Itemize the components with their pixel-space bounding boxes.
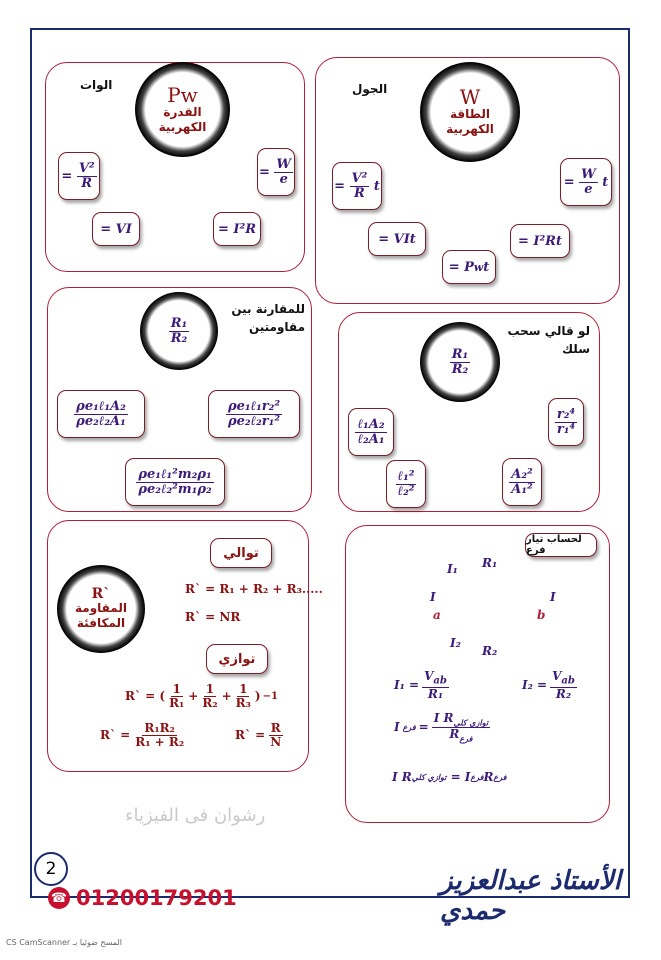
energy-unit-label: الجول — [352, 82, 388, 96]
phone-icon: ☎ — [48, 887, 70, 909]
series-tag: توالي — [210, 538, 272, 568]
power-formula-vi: = VI — [92, 212, 140, 246]
scanner-text: CS CamScanner المسح ضوئيا بـ — [6, 938, 123, 947]
compare-label: للمقارنة بين مقاومتين — [231, 302, 305, 334]
compare-formula-mass: $\frac{\text{ρe₁ℓ₁²m₂ρ₁}}{\text{ρe₂ℓ₂²m₁ρ₂}}$ — [125, 458, 225, 506]
power-title: القدرة الكهربية — [158, 104, 207, 134]
energy-formula-i2rt: = I²Rt — [510, 224, 570, 258]
branch-eq-i1: I₁ = $\frac{V_{ab}}{\text{R₁}}$ — [394, 669, 447, 701]
energy-formula-wet: = $\frac{W}{e}$ t — [560, 158, 612, 206]
series-eq-sum: R` = R₁ + R₂ + R₃..... — [185, 582, 323, 596]
series-eq-nr: R` = NR — [185, 610, 241, 624]
branch-eq-product: I R توازي كلي = I فرع R فرع — [392, 770, 507, 784]
equivalent-center-ring — [57, 565, 145, 653]
energy-formula-pwt: = P w t — [442, 250, 496, 284]
compare-center-ring: $\frac{\text{R₁}}{\text{R₂}}$ — [140, 292, 218, 370]
circuit-R2: R₂ — [482, 644, 498, 658]
wire-label: لو قالي سحب سلك — [507, 324, 590, 356]
branch-eq-i2: I₂ = $\frac{V_{ab}}{\text{R₂}}$ — [522, 669, 575, 701]
watermark: رشوان فى الفيزياء — [125, 805, 266, 826]
energy-title: الطاقة الكهربية — [446, 107, 494, 136]
phone-text: 01200179201 — [76, 886, 237, 910]
circuit-I-out: I — [550, 590, 556, 604]
power-formula-v2r: = $\frac{\text{V²}}{R}$ — [58, 152, 100, 200]
parallel-tag: توازي — [206, 644, 268, 674]
wire-center-ring: $\frac{\text{R₁}}{\text{R₂}}$ — [420, 322, 500, 402]
wire-formula-a2: $\frac{\text{A₂²}}{\text{A₁²}}$ — [502, 458, 542, 506]
power-formula-we: = $\frac{W}{e}$ — [257, 148, 295, 196]
circuit-I-in: I — [430, 590, 436, 604]
power-symbol: Pw — [167, 82, 198, 107]
teacher-signature: الأستاذ عبدالعزيز حمدي — [440, 866, 621, 926]
equivalent-title: المقاومة المكافئة — [75, 601, 127, 630]
circuit-b: b — [537, 608, 546, 622]
power-formula-i2r: = I²R — [213, 212, 261, 246]
parallel-eq-n: R` = $\frac{R}{N}$ — [235, 721, 282, 749]
branch-title: لحساب تيار فرع — [525, 533, 597, 557]
circuit-I2: I₂ — [450, 636, 461, 650]
wire-formula-r4: $\frac{\text{r₂⁴}}{\text{r₁⁴}}$ — [548, 398, 584, 446]
branch-eq-ifar: I فرع = $\frac{I R_{توازي كلي}}{R_{فرع}}$ — [394, 711, 489, 744]
circuit-I1: I₁ — [447, 562, 458, 576]
compare-formula-radius: $\frac{\text{ρe₁ℓ₁r₂²}}{\text{ρe₂ℓ₂r₁²}}$ — [208, 390, 300, 438]
wire-formula-la: $\frac{\text{ℓ₁A₂}}{\text{ℓ₂A₁}}$ — [348, 408, 394, 456]
scanner-stamp — [6, 938, 122, 947]
energy-formula-v2rt: = $\frac{\text{V²}}{R}$ t — [332, 162, 382, 210]
parallel-eq-reciprocal: R` = ( $\frac{1}{\text{R₁}}$ + $\frac{1}{\text{R₂}}$ + $\frac{1}{\text{R₃}}$ ) −1 — [125, 682, 278, 710]
compare-formula-area: $\frac{\text{ρe₁ℓ₁A₂}}{\text{ρe₂ℓ₂A₁}}$ — [57, 390, 145, 438]
phone-number — [48, 886, 237, 910]
wire-formula-l2: $\frac{\text{ℓ₁²}}{\text{ℓ₂²}}$ — [386, 460, 426, 508]
energy-symbol: W — [459, 85, 481, 109]
power-unit-label: الوات — [80, 78, 113, 92]
parallel-eq-two: R` = $\frac{\text{R₁R₂}}{\text{R₁ + R₂}}$ — [100, 721, 185, 749]
equivalent-symbol: R` — [91, 586, 111, 602]
circuit-a: a — [433, 608, 441, 622]
energy-center-ring — [420, 62, 520, 162]
circuit-R1: R₁ — [482, 556, 498, 570]
power-center-ring — [135, 62, 230, 157]
page-number: 2 — [34, 852, 68, 886]
energy-formula-vit: = VIt — [368, 222, 426, 256]
